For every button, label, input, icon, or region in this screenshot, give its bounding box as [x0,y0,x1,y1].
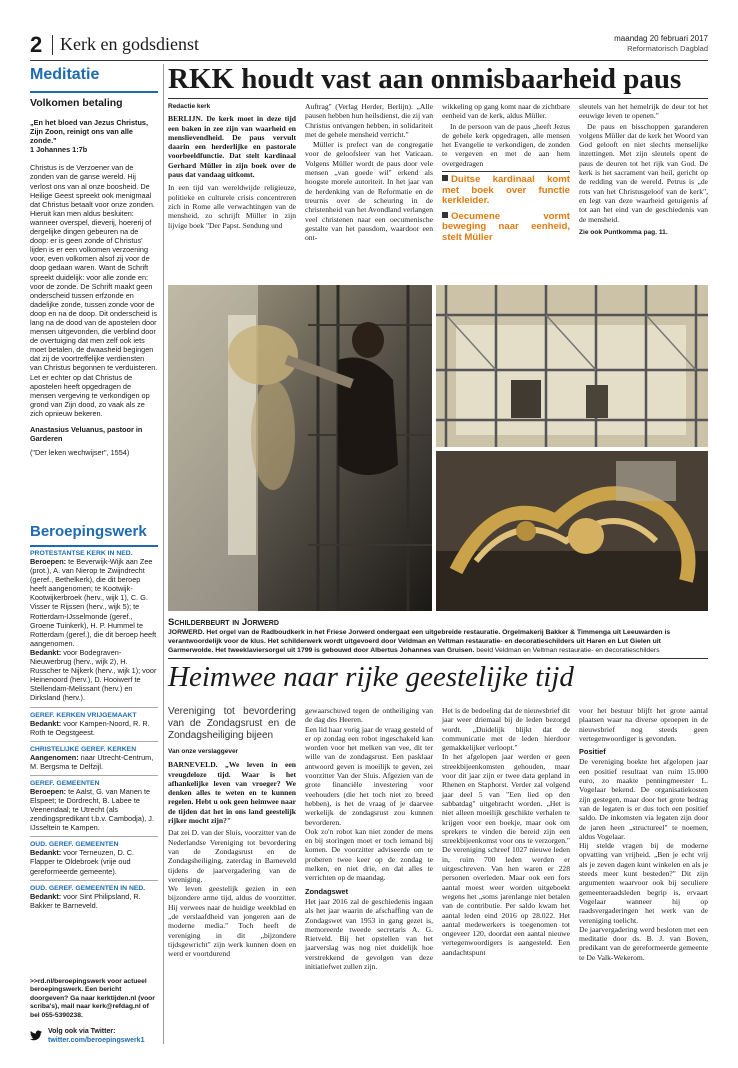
article1-col2a: Auftrag" (Verlag Herder, Berlijn). „Alle pausen hebben hun heilsdienst, die zij van Christus ontvangen hebben, in solidariteit met de gehele mensheid verricht." [305,102,434,139]
article1-col2b: Müller is prefect van de congregatie voor de geloofsleer van het Vaticaan. Volgens Müller wordt de paus door vele mensen „van goede wil" erkend als hoogste morele autoriteit. In het jaar van de herdenking van de Reformatie en de treurnis over de scheuring in de christenheid van het Avondland verlangen veel christenen naar een oecumenische gestalte van het pausdom, waardoor een ont- [305,140,433,243]
meditatie-label: Meditatie [30,66,100,83]
header-rule [30,60,708,61]
gilded-carving-illustration [436,451,708,611]
beroepingswerk-footer: >>rd.nl/beroepingswerk voor actueel beroepingswerk. Een bericht doorgeven? Ga naar kerktijden.nl (voor scriba's), mail naar kerk@refdag.nl of bel 055-5390238. [30,978,155,1019]
caption-text [168,629,708,655]
photo-caption [168,617,708,655]
caption-credit: beeld Veldman en Veltman restauratie- en decoratieschilders [476,646,660,654]
pull-bullet-icon [442,175,448,181]
article2-col3-text: Het is de bedoeling dat de nieuwsbrief dit jaar weer driemaal bij de leden bezorgd wordt. „Duidelijk blijkt dat de communicatie met de leden hierdoor gemakkelijker verloopt." In het afgelopen jaar werden er geen streekbijeenkomsten gehouden, maar voor dit jaar zijn er twee data gepland in Rhenen en Staphorst. Verder zal volgend jaar deel 5 van "Een lied op den sabbatdag" uitgebracht worden. „Het is niet alleen moeilijk geschikte verhalen te krijgen voor een boekje, maar ook om sprekers te vinden die bereid zijn een streekbijeenkomst voor ons te verzorgen." De vereniging schreef 1027 nieuwe leden in, ruim 700 leden werden er uitgeschreven. Van hen waren er 228 personen overleden. Maar ook een fors aantal moest weer worden uitgeboekt wegens het „soms jarenlange niet betalen van de contributie. Per saldo kwam het aantal leden eind 2016 op 28.022. Het aantal medewerkers is toegenomen tot ongeveer 120, doordat een aantal nieuwe vertegenwoordigers is aangesteld. Een aandachtspunt [442,706,571,957]
article2-col4 [579,706,708,963]
article2-col4-text: voor het bestuur blijft het grote aantal plaatsen waar na diverse oproepen in de nieuwsbrief nog steeds geen vertegenwoordiger is gevonden. [579,706,708,743]
twitter-icon[interactable] [30,1030,42,1041]
church-heading: CHRISTELIJKE GEREF. KERKEN [30,745,137,753]
church-heading: GEREF. KERKEN VRIJGEMAAKT [30,711,137,719]
article2-rule-top [168,658,708,659]
header-date: maandag 20 februari 2017 [614,34,708,43]
article1-lead: BERLIJN. De kerk moet in deze tijd een baken in zee zijn van waarheid en menslievendheid. De paus vervult daarin een herderlijke en pastorale voorbeeldfunctie. Dat stelt kardinaal Gerhard Müller in zijn boek over de paus dat vandaag uitkomt. [168,114,296,180]
header-divider [52,35,53,55]
article2-byline: Van onze verslaggever [168,748,239,755]
caption-body: JORWERD. Het orgel van de Radboudkerk in het Friese Jorwerd ondergaat een uitgebreide restauratie. Orgelmakerij Bakker & Timmenga uit Leeuwarden is verantwoordelijk voor de klus. Het schilderwerk wordt uitgevoerd door Veldman en Veltman restauratie- en decoratieschilders uit Haren en Lut Gielen uit Garmerwolde. Het tweeklaviersorgel uit 1799 is gebouwd door Albertus Johannes van Gruisen. [168,629,671,654]
pull-rule-top [442,171,570,172]
meditatie-body [30,97,158,457]
meditatie-ref: 1 Johannes 1:7b [30,145,88,155]
article1-byline: Redactie kerk [168,103,211,110]
article1-col4b: De paus en bisschoppen garanderen volgens Müller dat de kerk het Woord van God gelooft en niet slechts menselijke inzettingen. Met zijn sleutels opent de paus de deuren tot het rijk van God. De kerk is het sacrament van heil, gericht op de redding van de wereld. Petrus is „de rots van het Christusgeloof van de kerk", en legt van deze waarheid getuigenis af tot aan het eind van de geschiedenis van de mensheid. [579,121,708,224]
photo-organ-painter [168,285,432,611]
article2-headline: Heimwee naar rijke geestelijke tijd [168,661,574,693]
section-divider [30,775,158,776]
article1-headline: RKK houdt vast aan onmisbaarheid paus [168,63,682,95]
pullquote-1: Duitse kardinaal komt met boek over functie kerkleider. [442,174,570,207]
page-number: 2 [30,32,43,57]
beroepingswerk-column [30,522,158,542]
article2-col2-after: Het jaar 2016 zal de geschiedenis ingaan als het jaar waarin de afschaffing van de Zondagswet van 1953 in gang gezet is, memoreerde tweede secretaris A. G. Rietveld. Bij het opstellen van het jaarverslag was nog niet duidelijk hoe verstrekkend de gevolgen van deze initiatiefwet zullen zijn. [305,896,433,972]
sidebar-divider [163,64,164,1044]
article2-col1 [168,706,296,960]
church-heading: PROTESTANTSE KERK IN NED. [30,550,133,557]
header-paper: Reformatorisch Dagblad [627,44,708,53]
article2-intro: Vereniging tot bevordering van de Zondagsrust en de Zondagsheiliging bijeen [168,706,296,741]
meditatie-author: Anastasius Veluanus, pastoor in Garderen [30,425,143,444]
photo-scaffolding [436,285,708,447]
photo-gilded-carving [436,451,708,611]
meditatie-source: ("Der leken wechwijser", 1554) [30,448,130,458]
article1-col4 [579,102,708,238]
beroep-entry: Bedankt: voor Terneuzen, D. C. Flapper te Oldebroek (vrije oud gereformeerde gemeente). [30,848,135,876]
beroep-entry: Aangenomen: naar Utrecht-Centrum, M. Bergsma te Delfzijl. [30,752,154,771]
beroepingswerk-footer-block [30,978,158,1048]
article1-see-also: Zie ook Puntkomma pag. 11. [579,228,668,236]
article1-col3 [442,102,570,244]
article1-col3b: In de persoon van de paus „heeft Jezus de gehele kerk opgedragen, alle mensen het Evangelie te verkondigen, de zonden te vergeven en met de aan hem overgedragen [442,121,570,168]
article1-col4a: sleutels van het hemelrijk de deur tot het eeuwige leven te openen." [579,102,708,121]
twitter-label: Volg ook via Twitter: [48,1028,116,1036]
article2-col2 [305,706,433,972]
article1-col1 [168,102,296,231]
twitter-link[interactable]: twitter.com/beroepingswerk1 [48,1037,145,1045]
section-divider [30,707,158,708]
organ-scene-illustration [168,285,432,611]
meditatie-column [30,64,158,86]
article2-col2-text: gewaarschuwd tegen de ontheiliging van de dag des Heeren. Een lid haar vorig jaar de vraag gesteld of er op zondag een robot ingeschakeld kan worden voor het melken van vee, dit ter wille van de zondagsrust. Een pasklaar antwoord geven is moeilijk te geven, zei voorzitter Van der Sluis. Afgezien van de grote financiële investering voor veehouders (die het toch niet zo breed hebben), is het de vraag of je daarvee werkelijk de zondagsrust zou kunnen bevorderen. Ook zo'n robot kan niet zonder de mens en bij storingen moet er toch iemand bij komen. De voorzitter adviseerde om te proberen twee keer op de zondag te melken, en niet drie, en dat alles te verrichten op de maandag. [305,706,433,883]
article2-sub-zondagswet: Zondagswet [305,886,349,896]
scaffolding-illustration [436,285,708,447]
church-heading: GEREF. GEMEENTEN [30,779,100,787]
section-divider [30,880,158,881]
section-divider [30,741,158,742]
article2-sub-positief: Positief [579,747,606,757]
church-heading: OUD. GEREF. GEMEENTEN [30,841,119,849]
article2-lead: BARNEVELD. „We leven in een vreugdeloze tijd. Waar is het afhankelijke leven van vroeger? We denken alles te weten en te kunnen regelen. Hebt u ook geen heimwee naar de tijden dat het in ons land geestelijk rijker mocht zijn?" [168,760,296,826]
church-heading: OUD. GEREF. GEMEENTEN IN NED. [30,884,146,892]
page-header [30,34,708,60]
article1-col3a: wikkeling op gang komt naar de zichtbare eenheid van de kerk, aldus Müller. [442,102,570,121]
article2-col1-text: Dat zei D. van der Sluis, voorzitter van de Nederlandse Vereniging tot bevordering van de Zondagsrust en de Zondagsheiliging, zaterdag in Barneveld tijdens de jaarvergadering van de vereniging. We leven geestelijk gezien in een bijzondere arme tijd, aldus de voorzitter. Hij verwees naar de huidige weekblad en „de verslaafdheid van jongeren aan de moderne media." Toch heeft de vereniging in dit „bijzondere tijdsgewricht" zijn werk kunnen doen en werd er voortdurend [168,828,296,959]
beroep-entry: Beroepen: te Beverwijk-Wijk aan Zee (prot.), A. van Nierop te Zwijndrecht (geref., Bethelkerk), die dit beroep heeft aangenomen; te Kootwijk-Kootwijkerbroek (herv., wijk 1), C. G. Visser te Rijssen (herv., wijk 5); te Rotterdam-IJsselmonde (geref., Groene Tuinkerk), H. P. Hummel te Rotterdam (geref.), die dit beroep heeft aangenomen. [30,557,157,648]
section-title: Kerk en godsdienst [60,34,199,54]
beroepingswerk-list [30,547,158,910]
article2-col3 [442,706,570,958]
article1-col1-text: In een tijd van wereldwijde religieuze, politieke en culturele crisis concentreren zich in Rome alle verwachtingen van de mensheid, zo schrijft Müller in zijn lijvige boek "Der Papst. Sendung und [168,183,296,230]
meditatie-rule [30,91,158,93]
meditatie-text: Christus is de Verzoener van de zonden van de ganse wereld. Hij verlost ons van al onze boosheid. De Heilige Geest spreekt ook menigmaal dat Christus betaalt voor onze zonden. Hieruit kan men aldus besluiten: wanneer overspel, dieverij, hoererij of dergelijke dingen gebeuren na de doop: er is geen zonde of Christus' lijden is er een volkomen verzoening voor, even volkomen alsof zij voor de doop gedaan waren. Want de Schrift spreekt duidelijk: voor alle zonde en: voor de zonde. De Schrift maakt geen onderscheid tussen erfzonde en dadelijke zonde, tussen zonde voor de doop en na de doop. Dit onderscheid is lang na de dood van de apostelen door mensen uitgevonden, die verblind door de overtuiging dat men zelf ook iets moet betalen, de dwaasheid begingen dat zij de voortreffelijke verdiensten van Christus begonnen te verduisteren. Let er echter op dat Christus de apostelen heeft opgedragen de mensen vergeving te verkondigen op grond van Zijn dood, zo vaak als ze zich opnieuw bekeren. [30,163,158,418]
article1-rule [168,98,708,99]
meditatie-title: Volkomen betaling [30,97,123,109]
section-divider [30,836,158,837]
article2-col4-after: De vereniging boekte het afgelopen jaar een positief resultaat van ruim 15.000 euro, zo maakte penningmeester L. Vogelaar bekend. De organisatiekosten zijn gestegen, maar door het grote bedrag van de legaten is er dus toch een positief saldo. De inkomsten via legaten zijn door de jaren heen „structureel" te noemen, aldus Vogelaar. Hij stelde vragen bij de moderne opvatting van vrijheid. „Ben je echt vrij als je zeven dagen kunt winkelen en als je steeds meer kunt besteden?" Dit zijn argumenten waarvoor ook bij seculiere gemeenteraadsleden begrip is, ervaart Vogelaar wanneer hij op raadsvergaderingen het werk van de vereniging toelicht. De jaarvergadering werd besloten met een meditatie door ds. B. J. van Boven, predikant van de gereformeerde gemeente te De Valk-Wekerom. [579,757,708,962]
beroep-entry: Bedankt: voor Sint Philipsland, R. Bakker te Barneveld. [30,891,141,910]
beroepingswerk-label: Beroepingswerk [30,523,147,540]
beroep-entry: Bedankt: voor Bodegraven-Nieuwerbrug (herv., wijk 2), H. Russcher te Nijkerk (herv., wijk 1); voor Heinenoord (herv.), D. Hooiwerf te Stellendam-Melissant (herv.) en Dirksland (herv.). [30,647,157,703]
pullquote-2: Oecumene vormt beweging naar eenheid, stelt Müller [442,210,570,244]
meditatie-quote: „En het bloed van Jezus Christus, Zijn Zoon, reinigt ons van alle zonde." [30,118,148,146]
pull-bullet-icon [442,212,448,218]
caption-title: Schilderbeurt in Jorwerd [168,617,279,628]
article1-col2 [305,102,433,243]
beroep-entry: Bedankt: voor Kampen-Noord, R. R. Roth te Oegstgeest. [30,718,150,737]
beroep-entry: Beroepen: te Aalst, G. van Manen te Elspeet; te Dordrecht, B. Labee te Veenendaal; te Utrecht (als zendingspredikant t.b.v. Cambodja), J. IJsseltein te Kampen. [30,786,154,833]
